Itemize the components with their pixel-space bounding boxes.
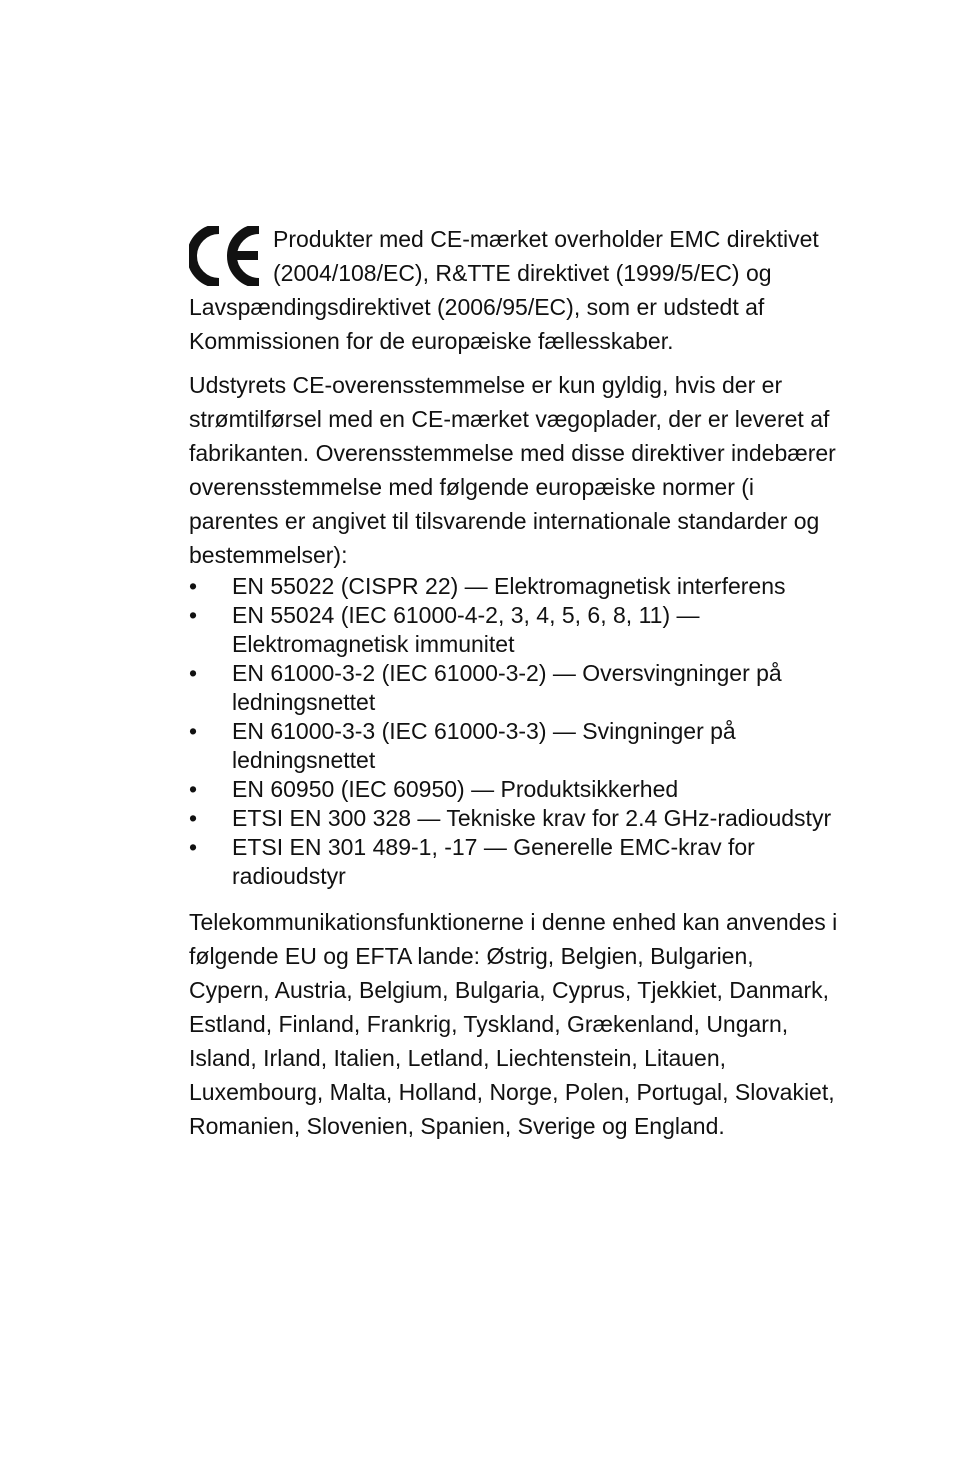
bullet-icon: • — [189, 573, 198, 599]
countries-paragraph: Telekommunikationsfunktionerne i denne enhed kan anvendes i følgende EU og EFTA lande: Østrig, Belgien, Bulgarien, Cypern, Austria, Belgium, Bulgaria, Cyprus, Tjekkiet, Danmark, Estland, Finland, Frankrig, Tyskland, Grækenland, Ungarn, Island, Irland, Italien, Letland, Liechtenstein, Litauen, Luxembourg, Malta, Holland, Norge, Polen, Portugal, Slovakiet, Romanien, Slovenien, Spanien, Sverige og England. — [189, 909, 838, 1139]
list-item — [189, 833, 839, 891]
bullet-icon: • — [189, 718, 198, 744]
standard-text: EN 61000-3-3 (IEC 61000-3-3) — Svingninger på ledningsnettet — [232, 718, 736, 773]
bullet-icon: • — [189, 776, 198, 802]
ce-mark-icon — [189, 226, 265, 286]
bullet-icon: • — [189, 805, 198, 831]
standard-text: EN 55024 (IEC 61000-4-2, 3, 4, 5, 6, 8, 11) — Elektromagnetisk immunitet — [232, 602, 700, 657]
document-page — [189, 222, 839, 1143]
standards-list — [189, 572, 839, 891]
standard-text: ETSI EN 300 328 — Tekniske krav for 2.4 GHz-radioudstyr — [232, 805, 832, 831]
standard-text: EN 55022 (CISPR 22) — Elektromagnetisk interferens — [232, 573, 786, 599]
standard-text: EN 61000-3-2 (IEC 61000-3-2) — Oversvingninger på ledningsnettet — [232, 660, 782, 715]
standard-text: ETSI EN 301 489-1, -17 — Generelle EMC-krav for radioudstyr — [232, 834, 755, 889]
list-item — [189, 717, 839, 775]
bullet-icon: • — [189, 602, 198, 628]
standard-text: EN 60950 (IEC 60950) — Produktsikkerhed — [232, 776, 679, 802]
list-item — [189, 659, 839, 717]
conformity-paragraph: Udstyrets CE-overensstemmelse er kun gyldig, hvis der er strømtilførsel med en CE-mærket vægoplader, der er leveret af fabrikanten. Overensstemmelse med disse direktiver indebærer overensstemmelse med følgende europæiske normer (i parentes er angivet til tilsvarende internationale standarder og bestemmelser): — [189, 372, 836, 568]
list-item — [189, 601, 839, 659]
list-item — [189, 572, 839, 601]
intro-paragraph: Produkter med CE-mærket overholder EMC direktivet (2004/108/EC), R&TTE direktivet (1999/5/EC) og Lavspændingsdirektivet (2006/95/EC), som er udstedt af Kommissionen for de europæiske fællesskaber. — [189, 226, 819, 354]
bullet-icon: • — [189, 834, 198, 860]
bullet-icon: • — [189, 660, 198, 686]
list-item — [189, 775, 839, 804]
list-item — [189, 804, 839, 833]
